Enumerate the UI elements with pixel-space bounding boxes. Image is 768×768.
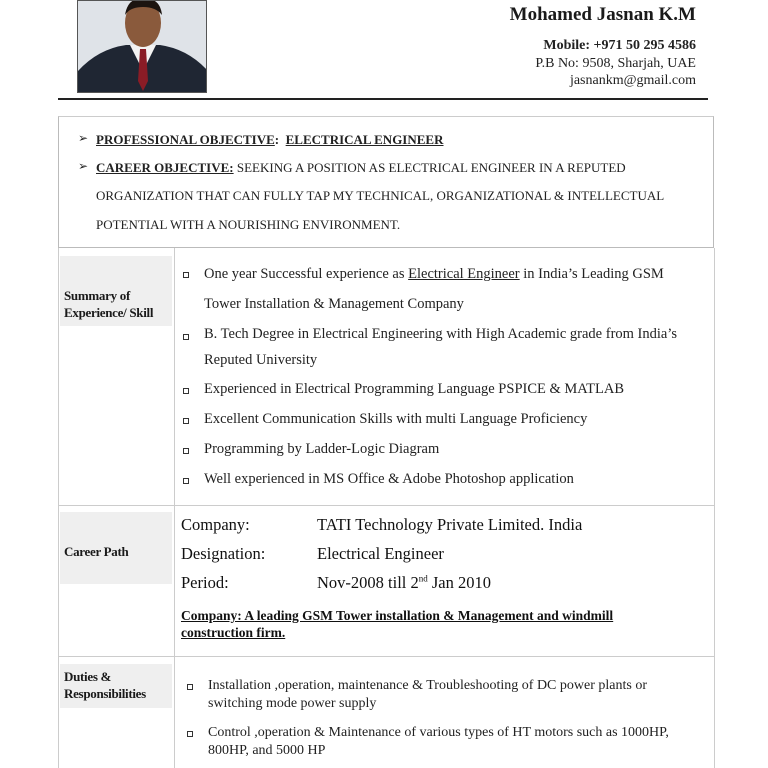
summary-label: Summary of Experience/ Skill [64,288,154,320]
square-bullet-icon [183,334,189,340]
duty-item-1: Installation ,operation, maintenance & Troubleshooting of DC power plants or switching mode power supply [208,678,647,711]
table-column-divider [174,248,175,768]
summary-item-2: B. Tech Degree in Electrical Engineering with High Academic grade from India’s [204,326,678,342]
square-bullet-icon [187,731,193,737]
person-portrait-icon [78,1,207,93]
mobile-number: Mobile: +971 50 295 4586 [543,38,696,53]
table-left-border [58,248,59,768]
summary-item-5: Programming by Ladder-Logic Diagram [204,441,440,457]
career-objective-line3: POTENTIAL WITH A NOURISHING ENVIRONMENT. [96,217,401,232]
row-divider [58,656,714,657]
company-description-line1: Company: A leading GSM Tower installation & Management and windmill [181,608,614,623]
email-address: jasnankm@gmail.com [569,73,696,88]
designation-label: Designation: [181,544,266,563]
arrow-bullet-icon: ➢ [78,131,89,145]
square-bullet-icon [183,272,189,278]
career-objective-line1: CAREER OBJECTIVE: SEEKING A POSITION AS ELECTRICAL ENGINEER IN A REPUTED [96,160,626,175]
summary-item-6: Well experienced in MS Office & Adobe Photoshop application [204,471,574,487]
professional-objective: PROFESSIONAL OBJECTIVE: ELECTRICAL ENGINEER [96,132,444,147]
designation-value: Electrical Engineer [317,544,444,563]
row-divider [58,505,714,506]
company-label: Company: [181,515,250,534]
profile-photo [77,0,207,93]
professional-objective-value: ELECTRICAL ENGINEER [285,132,444,147]
table-right-border [714,248,715,768]
professional-objective-label: PROFESSIONAL OBJECTIVE [96,132,275,147]
summary-item-4: Excellent Communication Skills with multi Language Proficiency [204,411,588,427]
career-objective-line2: ORGANIZATION THAT CAN FULLY TAP MY TECHNICAL, ORGANIZATIONAL & INTELLECTUAL [96,188,665,203]
duties-label: Duties & Responsibilities [64,669,146,701]
postal-address: P.B No: 9508, Sharjah, UAE [535,56,696,71]
company-value: TATI Technology Private Limited. India [317,515,583,534]
career-path-label: Career Path [64,544,129,559]
square-bullet-icon [183,418,189,424]
career-objective-label: CAREER OBJECTIVE: [96,160,234,175]
company-description-line2: construction firm. [181,625,286,640]
square-bullet-icon [187,684,193,690]
summary-item-1-cont: Tower Installation & Management Company [204,296,464,312]
duty-item-2: Control ,operation & Maintenance of various types of HT motors such as 1000HP, 800HP, and 5000 HP [208,725,669,758]
square-bullet-icon [183,448,189,454]
arrow-bullet-icon: ➢ [78,159,89,173]
summary-item-2-cont: Reputed University [204,352,318,368]
square-bullet-icon [183,388,189,394]
summary-item-3: Experienced in Electrical Programming Language PSPICE & MATLAB [204,381,625,397]
header-divider [58,98,708,100]
period-value: Nov-2008 till 2nd Jan 2010 [317,573,491,592]
summary-item-1: One year Successful experience as Electrical Engineer in India’s Leading GSM [204,266,664,282]
period-label: Period: [181,573,229,592]
candidate-name: Mohamed Jasnan K.M [509,4,696,25]
square-bullet-icon [183,478,189,484]
